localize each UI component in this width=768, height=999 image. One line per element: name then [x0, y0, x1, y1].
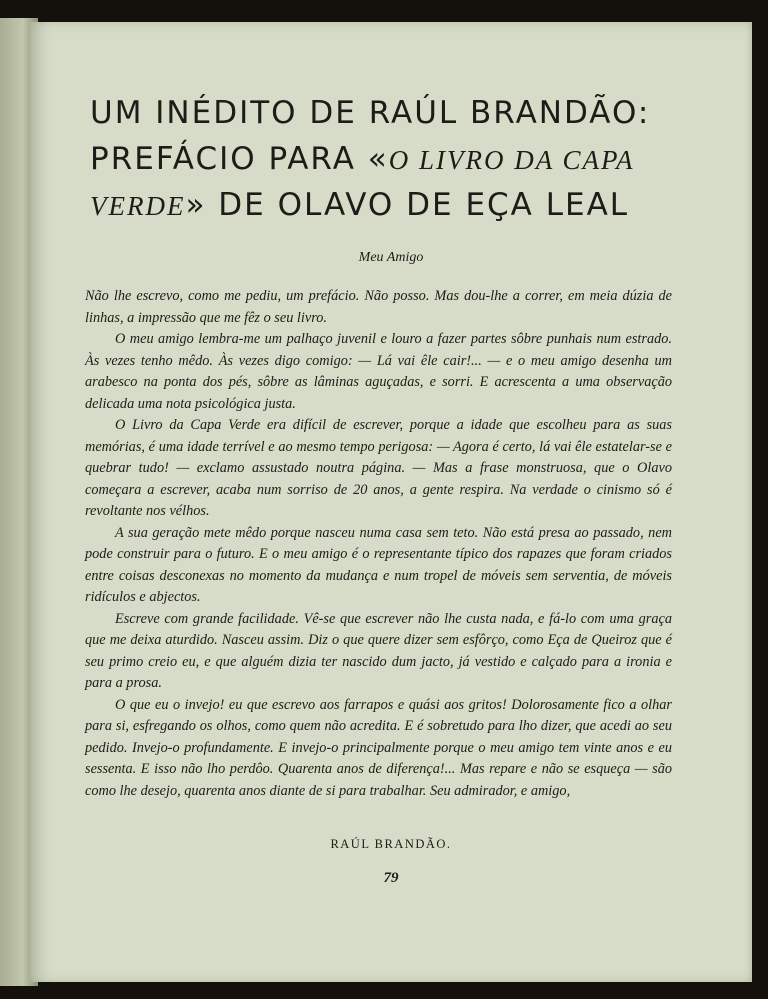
title-line-2 — [90, 136, 710, 183]
book-title-part-2: VERDE — [90, 191, 186, 221]
title-line-1: UM INÉDITO DE RAÚL BRANDÃO: — [90, 95, 651, 131]
article-title-line-3 — [90, 182, 710, 229]
paragraph: O que eu o invejo! eu que escrevo aos farrapos e quási aos gritos! Dolorosamente fico a olhar para si, esfregando os olhos, como quem não acredita. E é sobretudo para lho dizer, que acedi ao seu pedido. Invejo-o profundamente. E invejo-o principalmente porque o meu amigo tem vinte anos e eu sessenta. E isso não lho perdôo. Quarenta anos de diferença!... Mas repare e não se esqueça — são como lhe desejo, quarenta anos diante de si para trabalhar. Seu admirador, e amigo, — [85, 696, 672, 799]
paragraph: O Livro da Capa Verde era difícil de escrever, porque a idade que escolheu para as suas memórias, é uma idade terrível e ao mesmo tempo perigosa: — Agora é certo, lá vai êle estatelar-se e quebrar tudo! — exclamo assustado noutra página. — Mas a frase monstruosa, que o Olavo começara a escrever, acaba num sorriso de 20 anos, a gente respira. Na verdade o cinismo só é revoltante nos vélhos. — [85, 417, 672, 519]
article-title-line-2 — [90, 136, 710, 183]
paragraph: A sua geração mete mêdo porque nasceu numa casa sem teto. Não está presa ao passado, nem pode construir para o futuro. E o meu amigo é o representante típico dos rapazes que foram criados entre coisas desconexas no momento da mudança e num tropel de móveis sem serventia, de móveis ridículos e abjectos. — [85, 524, 672, 605]
title-line-3 — [90, 182, 710, 229]
signature-text: RAÚL BRANDÃO. — [330, 837, 452, 851]
page-number: 79 — [383, 870, 399, 886]
title-line-2-prefix: PREFÁCIO PARA « — [90, 141, 389, 177]
letter-body — [85, 286, 672, 802]
paragraph: Escreve com grande facilidade. Vê-se que escrever não lhe custa nada, e fá-lo com uma graça que me deixa aturdido. Nasceu assim. Diz o que quere dizer sem esfôrço, como Eça de Queiroz que é seu primo creio eu, e que alguém dizia ter nascido dum jacto, já vestido e calçado para a ironia e para a prosa. — [85, 610, 672, 691]
book-page — [30, 22, 752, 982]
signature — [30, 837, 752, 852]
paragraph: O meu amigo lembra-me um palhaço juvenil e louro a fazer partes sôbre punhais num estrado. Às vezes tenho mêdo. Às vezes digo comigo: — Lá vai êle cair!... — e o meu amigo desenha um arabesco na ponta dos pés, sôbre as lâminas aguçadas, e sorri. E acrescenta a uma observação delicada uma nota psicológica justa. — [85, 331, 672, 412]
salutation: Meu Amigo — [358, 250, 424, 265]
article-title — [90, 90, 710, 136]
title-line-3-suffix: » DE OLAVO DE EÇA LEAL — [185, 187, 630, 223]
paragraph: Não lhe escrevo, como me pediu, um prefácio. Não posso. Mas dou-lhe a correr, em meia dúzia de linhas, a impressão que me fêz o seu livro. — [85, 288, 672, 326]
book-title-part-1: O LIVRO DA CAPA — [388, 145, 635, 175]
